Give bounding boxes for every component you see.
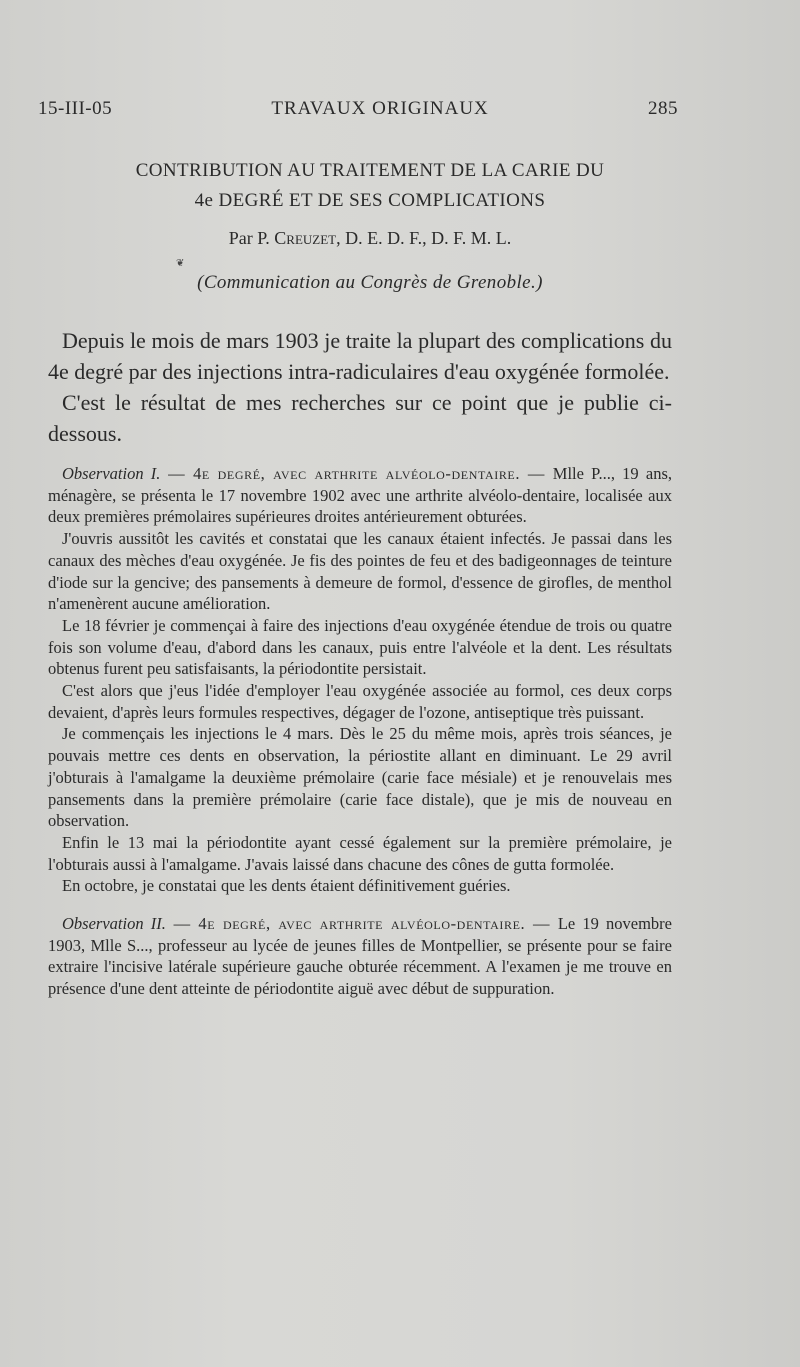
article-title — [60, 156, 680, 216]
observation-1-text-2: J'ouvris aussitôt les cavités et constatai que les canaux étaient infectés. Je passai dans les canaux des mèches d'eau oxygénée. Je fis des pointes de feu et des badigeonnages de teinture d'iode sur la gencive; des pansements à demeure de formol, d'essence de girofles, de menthol n'amenèrent aucune amélioration. — [48, 529, 672, 614]
introduction — [48, 325, 672, 449]
observation-1-text-6: Enfin le 13 mai la périodontite ayant cessé également sur la première prémolaire, je l'obturais aussi à l'amalgame. J'avais laissé dans chacune des cônes de gutta formolée. — [48, 832, 672, 874]
observation-1-text-4: C'est alors que j'eus l'idée d'employer l'eau oxygénée associée au formol, ces deux corps devaient, d'après leurs formules respectives, dégager de l'ozone, antiseptique très puissant. — [48, 681, 672, 722]
page-number: 285 — [648, 98, 678, 119]
communication-note: (Communication au Congrès de Grenoble.) — [197, 272, 543, 293]
author-prefix: Par P. — [228, 228, 275, 248]
author-credentials: , D. E. D. F., D. F. M. L. — [336, 228, 512, 248]
observation-1-text-5: Je commençais les injections le 4 mars. Dès le 25 du même mois, après trois séances, je pouvais mettre ces dents en observation, la périostite allant en diminuant. Le 29 avril j'obturais à l'amalgame la deuxième prémolaire (carie face mésiale) et je renouvelais mes pansements dans la première prémolaire (carie face distale), que je mis de nouveau en observation. — [48, 724, 672, 831]
printer-mark: ❦ — [176, 258, 185, 269]
observation-1-heading: — 4e degré, avec arthrite alvéolo-dentaire. — — [160, 464, 553, 483]
observation-1-label: Observation I. — [62, 464, 161, 483]
observation-1-text-3: Le 18 février je commençai à faire des injections d'eau oxygénée étendue de trois ou quatre fois son volume d'eau, d'abord dans les canaux, puis entre l'alvéole et la dent. Les résultats obtenus furent peu satisfaisants, la périodontite persistait. — [48, 615, 672, 679]
observation-1 — [48, 463, 672, 897]
running-header — [38, 98, 678, 120]
observation-2-text-1: Le 19 novembre 1903, Mlle S..., professeur au lycée de jeunes filles de Montpellier, se présente pour se faire extraire l'incisive latérale supérieure gauche obturée récemment. A l'examen je me trouve en présence d'une dent atteinte de périodontite aiguë avec début de suppuration. — [48, 914, 672, 999]
observation-2-heading: — 4e degré, avec arthrite alvéolo-dentaire. — — [165, 914, 558, 934]
observation-2-first-paragraph — [48, 913, 672, 1000]
observation-2 — [48, 913, 672, 1000]
author-line — [60, 228, 680, 249]
author-name: Creuzet — [274, 228, 337, 248]
header-running-title: TRAVAUX ORIGINAUX — [271, 98, 489, 119]
observation-1-text-1: Mlle P..., 19 ans, ménagère, se présenta le 17 novembre 1902 avec une arthrite alvéolo-dentaire, localisée aux deux premières prémolaires supérieures droites antérieurement obturées. — [48, 464, 672, 527]
intro-paragraph-1: Depuis le mois de mars 1903 je traite la plupart des complications du 4e degré par des injections intra-radiculaires d'eau oxygénée formolée. — [48, 328, 672, 384]
header-date: 15-III-05 — [38, 98, 113, 119]
observation-1-first-paragraph — [48, 463, 672, 528]
intro-paragraph-2: C'est le résultat de mes recherches sur ce point que je publie ci-dessous. — [48, 390, 672, 446]
title-line-2: 4e DEGRÉ ET DE SES COMPLICATIONS — [194, 190, 546, 211]
article-body — [48, 325, 672, 1000]
observation-1-text-7: En octobre, je constatai que les dents étaient définitivement guéries. — [62, 876, 511, 896]
observation-2-label: Observation II. — [62, 914, 166, 934]
title-line-1: CONTRIBUTION AU TRAITEMENT DE LA CARIE DU — [135, 160, 605, 181]
